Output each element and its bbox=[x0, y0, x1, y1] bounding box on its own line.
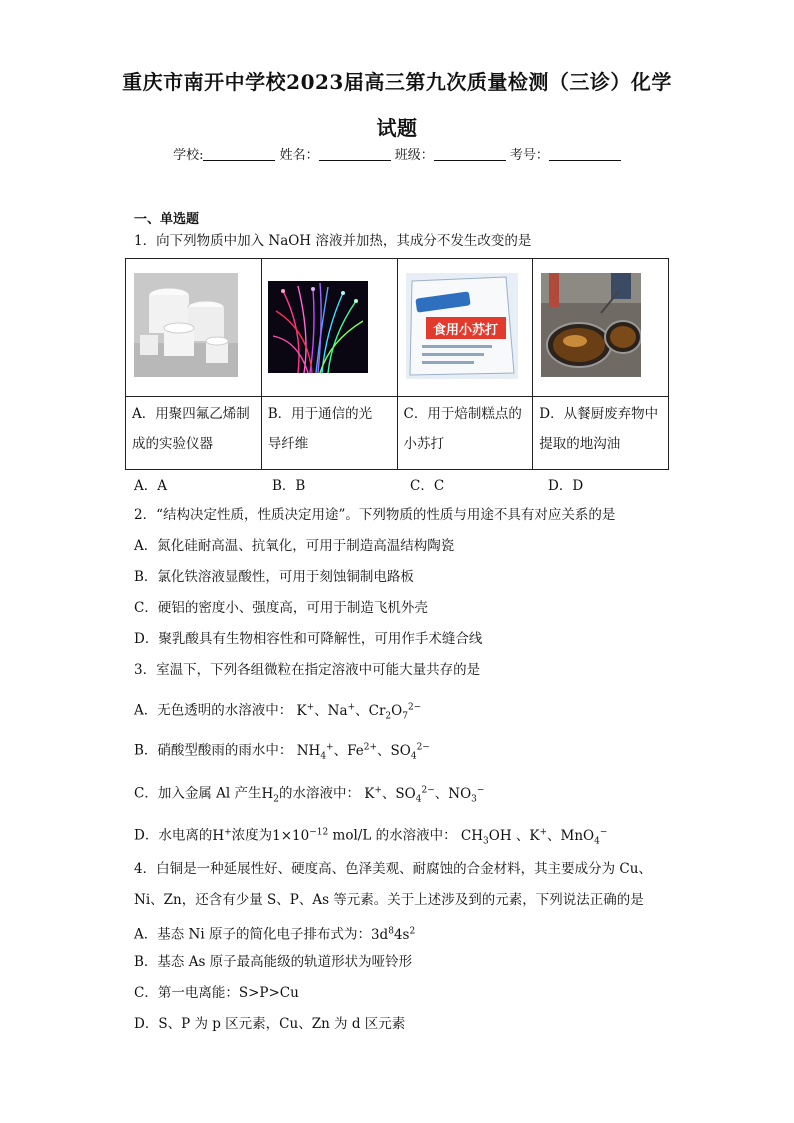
q1-option-a bbox=[126, 397, 262, 470]
q3-stem: 3．室温下，下列各组微粒在指定溶液中可能大量共存的是 bbox=[134, 662, 481, 678]
ptfe-labware-image bbox=[134, 273, 238, 377]
q3-option-a[interactable] bbox=[134, 697, 421, 726]
bag-label: 食用小苏打 bbox=[432, 323, 498, 338]
q1-option-a-line1: A．用聚四氟乙烯制 bbox=[132, 406, 250, 422]
q1-choice-a[interactable]: A．A bbox=[134, 478, 167, 494]
q3-option-a-prefix: A．无色透明的水溶液中： bbox=[134, 702, 293, 719]
q2-option-d[interactable]: D．聚乳酸具有生物相容性和可降解性，可用作手术缝合线 bbox=[134, 631, 483, 647]
q3-option-d-unit: mol/L 的水溶液中： bbox=[332, 827, 457, 844]
optical-fiber-image bbox=[268, 281, 368, 373]
q1-option-a-line2: 成的实验仪器 bbox=[132, 436, 213, 452]
q1-option-b bbox=[261, 397, 397, 470]
q4-option-d[interactable]: D．S、P 为 p 区元素，Cu、Zn 为 d 区元素 bbox=[134, 1016, 406, 1032]
q1-choice-c[interactable]: C．C bbox=[410, 478, 445, 494]
school-field[interactable] bbox=[203, 148, 275, 161]
q3-option-c-h2: $H_2$ bbox=[261, 785, 279, 805]
q1-option-c-line1: C．用于焙制糕点的 bbox=[403, 406, 522, 422]
q3-option-d-prefix: D．水电离的 bbox=[134, 827, 213, 844]
q1-choice-b[interactable]: B．B bbox=[272, 478, 306, 494]
class-label: 班级： bbox=[394, 148, 434, 163]
q1-options-table bbox=[125, 258, 669, 470]
name-label: 姓名： bbox=[279, 148, 319, 163]
q3-option-d[interactable] bbox=[134, 822, 607, 851]
school-label: 学校: bbox=[173, 148, 204, 163]
exam-no-label: 考号： bbox=[509, 148, 549, 163]
q3-option-d-mid: 浓度为 bbox=[231, 827, 273, 844]
q3-option-d-species: $CH_3OH$ 、K+、MnO$_4$− bbox=[460, 827, 608, 847]
q3-option-c[interactable] bbox=[134, 780, 484, 809]
q1-image-cell-b bbox=[261, 259, 397, 397]
student-info-row bbox=[0, 144, 794, 163]
q1-stem: 1．向下列物质中加入 NaOH 溶液并加热，其成分不发生改变的是 bbox=[134, 233, 532, 249]
q4-option-a-config: $3d^84s^2$ bbox=[370, 926, 416, 943]
q2-option-c[interactable]: C．硬铝的密度小、强度高，可用于制造飞机外壳 bbox=[134, 600, 428, 616]
q3-option-b-ions: $NH_4^+$、$Fe^{2+}$、$SO_4^{2-}$ bbox=[296, 742, 430, 762]
q4-stem-line1: 4．白铜是一种延展性好、硬度高、色泽美观、耐腐蚀的合金材料，其主要成分为 Cu、 bbox=[134, 861, 652, 877]
q1-option-c bbox=[397, 397, 533, 470]
q1-option-d-line2: 提取的地沟油 bbox=[539, 436, 621, 452]
exam-no-field[interactable] bbox=[549, 148, 621, 161]
baking-soda-image bbox=[406, 273, 518, 379]
q3-option-a-ions: K+、Na+、$Cr_2O_7^{2-}$ bbox=[296, 702, 422, 722]
q1-option-d-line1: D．从餐厨废弃物中 bbox=[539, 406, 659, 422]
q2-option-b[interactable]: B．氯化铁溶液显酸性，可用于刻蚀铜制电路板 bbox=[134, 569, 414, 585]
q2-stem: 2．“结构决定性质，性质决定用途”。下列物质的性质与用途不具有对应关系的是 bbox=[134, 507, 616, 523]
q2-option-a[interactable]: A．氮化硅耐高温、抗氧化，可用于制造高温结构陶瓷 bbox=[134, 538, 455, 554]
q3-option-b[interactable] bbox=[134, 737, 430, 766]
q1-option-c-line2: 小苏打 bbox=[403, 436, 444, 452]
q3-option-d-conc: $1\times 10^{-12}$ bbox=[272, 827, 329, 844]
q3-option-c-ions: K+、$SO_4^{2-}$、$NO_3^-$ bbox=[364, 785, 485, 805]
q3-option-b-prefix: B．硝酸型酸雨的雨水中： bbox=[134, 742, 293, 759]
q4-option-c[interactable]: C．第一电离能：S>P>Cu bbox=[134, 985, 299, 1001]
q4-stem-line2: Ni、Zn，还含有少量 S、P、As 等元素。关于上述涉及到的元素，下列说法正确的是 bbox=[134, 892, 644, 908]
class-field[interactable] bbox=[434, 148, 506, 161]
q4-option-a[interactable] bbox=[134, 921, 415, 945]
q1-option-d bbox=[533, 397, 669, 470]
q3-option-c-prefix: C．加入金属 Al 产生 bbox=[134, 785, 262, 802]
q1-image-cell-d bbox=[533, 259, 669, 397]
q4-option-a-prefix: A．基态 Ni 原子的简化电子排布式为： bbox=[134, 926, 371, 943]
page-title-line2: 试题 bbox=[376, 116, 418, 140]
q1-option-b-line2: 导纤维 bbox=[267, 436, 309, 452]
gutter-oil-image bbox=[541, 273, 641, 377]
page-title: 重庆市南开中学校2023届高三第九次质量检测（三诊）化学 bbox=[122, 70, 672, 94]
q1-choice-d[interactable]: D．D bbox=[548, 478, 584, 494]
q3-option-c-mid: 的水溶液中： bbox=[279, 785, 360, 802]
section-title: 一、单选题 bbox=[134, 212, 200, 227]
q1-image-cell-c bbox=[397, 259, 533, 397]
q1-option-b-line1: B．用于通信的光 bbox=[267, 406, 373, 422]
name-field[interactable] bbox=[319, 148, 391, 161]
q1-image-cell-a bbox=[126, 259, 262, 397]
q3-option-d-hplus: H+ bbox=[212, 827, 232, 844]
q4-option-b[interactable]: B．基态 As 原子最高能级的轨道形状为哑铃形 bbox=[134, 954, 413, 970]
